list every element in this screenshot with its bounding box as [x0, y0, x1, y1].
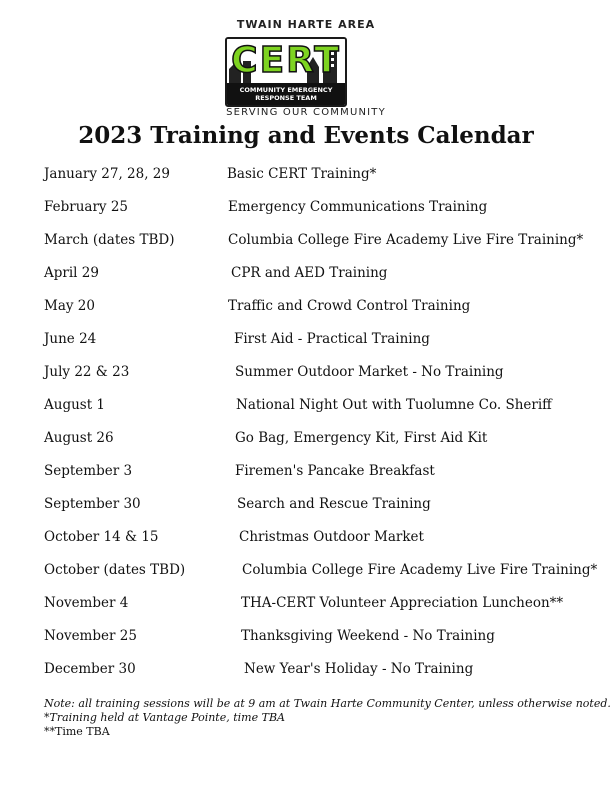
- event-name: Traffic and Crowd Control Training: [228, 298, 471, 314]
- event-date: June 24: [44, 331, 97, 347]
- calendar-row: [44, 329, 584, 349]
- event-name: Firemen's Pancake Breakfast: [235, 463, 435, 479]
- event-date: January 27, 28, 29: [44, 166, 170, 182]
- event-date: March (dates TBD): [44, 232, 175, 248]
- note-single-asterisk: *Training held at Vantage Pointe, time TBA: [44, 711, 285, 724]
- event-name: Basic CERT Training*: [227, 166, 377, 182]
- event-date: May 20: [44, 298, 95, 314]
- logo-subtitle-line1: COMMUNITY EMERGENCY: [239, 86, 333, 94]
- logo-wordmark: CERT: [231, 40, 341, 81]
- event-date: September 3: [44, 463, 133, 479]
- event-name: New Year's Holiday - No Training: [244, 661, 474, 677]
- calendar-row: [44, 494, 584, 514]
- calendar-row: [44, 395, 584, 415]
- org-tagline: SERVING OUR COMMUNITY: [226, 107, 386, 118]
- event-date: October (dates TBD): [44, 562, 186, 578]
- calendar-row: [44, 197, 584, 217]
- calendar-row: [44, 527, 584, 547]
- event-date: November 25: [44, 628, 137, 644]
- calendar-row: [44, 626, 584, 646]
- event-name: Emergency Communications Training: [228, 199, 488, 215]
- calendar-row: [44, 362, 584, 382]
- event-date: December 30: [44, 661, 136, 677]
- calendar-row: [44, 461, 584, 481]
- logo-subtitle-line2: RESPONSE TEAM: [255, 94, 317, 102]
- event-name: National Night Out with Tuolumne Co. Sheriff: [236, 397, 552, 413]
- event-name: Thanksgiving Weekend - No Training: [241, 628, 495, 644]
- calendar-row: [44, 230, 584, 250]
- footnotes: [44, 697, 611, 739]
- event-date: August 1: [44, 397, 106, 413]
- event-date: April 29: [44, 265, 99, 281]
- event-name: Columbia College Fire Academy Live Fire Training*: [242, 562, 598, 578]
- event-name: Go Bag, Emergency Kit, First Aid Kit: [235, 430, 488, 446]
- calendar-row: [44, 560, 598, 580]
- note-double-asterisk: **Time TBA: [44, 725, 110, 738]
- cert-logo: [225, 37, 347, 107]
- calendar-row: [44, 263, 584, 283]
- note-location: Note: all training sessions will be at 9 am at Twain Harte Community Center, unless otherwise noted.: [44, 697, 611, 710]
- calendar-row: [44, 428, 584, 448]
- page-title: 2023 Training and Events Calendar: [78, 122, 534, 149]
- event-date: August 26: [44, 430, 114, 446]
- event-date: September 30: [44, 496, 141, 512]
- event-date: November 4: [44, 595, 129, 611]
- event-name: First Aid - Practical Training: [234, 331, 430, 347]
- org-name-top: TWAIN HARTE AREA: [236, 18, 376, 31]
- calendar-row: [44, 593, 584, 613]
- event-date: February 25: [44, 199, 129, 215]
- event-name: Christmas Outdoor Market: [239, 529, 424, 545]
- calendar-row: [44, 296, 584, 316]
- event-date: July 22 & 23: [44, 364, 130, 380]
- event-name: CPR and AED Training: [231, 265, 388, 281]
- event-name: Columbia College Fire Academy Live Fire Training*: [228, 232, 584, 248]
- calendar-row: [44, 164, 584, 184]
- event-name: Summer Outdoor Market - No Training: [235, 364, 504, 380]
- event-name: THA-CERT Volunteer Appreciation Luncheon**: [241, 595, 564, 611]
- event-date: October 14 & 15: [44, 529, 159, 545]
- event-name: Search and Rescue Training: [237, 496, 431, 512]
- calendar-row: [44, 659, 584, 679]
